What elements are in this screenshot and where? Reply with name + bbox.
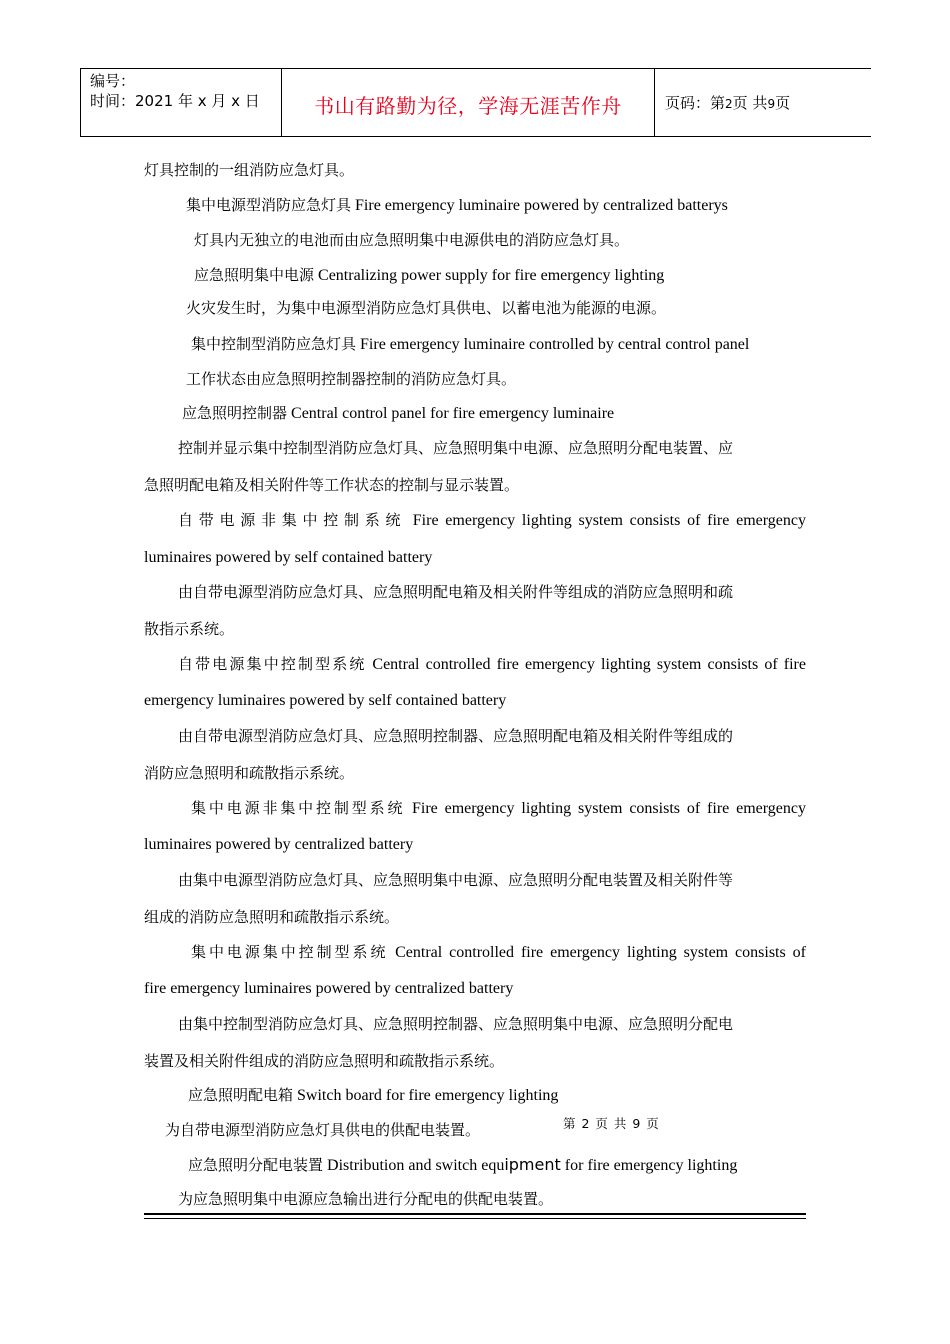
definition-line: 由自带电源型消防应急灯具、应急照明配电箱及相关附件等组成的消防应急照明和疏 [178,583,734,601]
header-motto-cell [282,69,655,136]
term-line: 自带电源集中控制型系统 Central controlled fire emergency lighting system consists of fire [178,655,806,673]
term-line: 集中控制型消防应急灯具 Fire emergency luminaire controlled by central control panel [191,335,750,353]
definition-line: 工作状态由应急照明控制器控制的消防应急灯具。 [186,370,517,388]
definition-line: 由自带电源型消防应急灯具、应急照明控制器、应急照明配电箱及相关附件等组成的 [178,727,734,745]
term-line: 应急照明配电箱 Switch board for fire emergency lighting [188,1086,559,1104]
page-footer-number: 第 2 页 共 9 页 [563,1116,660,1131]
definition-line: 散指示系统。 [144,620,235,638]
term-line: luminaires powered by self contained battery [144,549,433,566]
header-table [80,68,871,137]
term-line: emergency luminaires powered by self contained battery [144,692,507,709]
definition-line: 消防应急照明和疏散指示系统。 [144,764,355,782]
term-line: 应急照明集中电源 Centralizing power supply for fire emergency lighting [194,266,665,284]
term-line: 集中电源型消防应急灯具 Fire emergency luminaire powered by centralized batterys [186,196,728,214]
text-line: 灯具控制的一组消防应急灯具。 [144,161,355,179]
definition-line: 组成的消防应急照明和疏散指示系统。 [144,908,400,926]
bottom-double-rule-bottom [144,1218,806,1219]
page-indicator: 页码：第2页 共9页 [665,94,791,112]
definition-line: 由集中电源型消防应急灯具、应急照明集中电源、应急照明分配电装置及相关附件等 [178,871,734,889]
definition-line: 控制并显示集中控制型消防应急灯具、应急照明集中电源、应急照明分配电装置、应 [178,439,734,457]
document-time-label: 时间：2021 年 x 月 x 日 [90,92,260,110]
term-line: 自带电源非集中控制系统 Fire emergency lighting system consists of fire emergency [178,511,806,529]
motto-text: 书山有路勤为径，学海无涯苦作舟 [314,94,622,118]
definition-line: 装置及相关附件组成的消防应急照明和疏散指示系统。 [144,1052,505,1070]
term-line: luminaires powered by centralized battery [144,836,414,853]
definition-line: 由集中控制型消防应急灯具、应急照明控制器、应急照明集中电源、应急照明分配电 [178,1015,734,1033]
term-line: 集中电源非集中控制型系统 Fire emergency lighting system consists of fire emergency [191,799,807,817]
document-number-label: 编号： [90,72,136,90]
header-page-cell [655,69,871,136]
definition-line: 火灾发生时，为集中电源型消防应急灯具供电、以蓄电池为能源的电源。 [186,299,667,317]
definition-line: 灯具内无独立的电池而由应急照明集中电源供电的消防应急灯具。 [194,231,630,249]
bottom-double-rule-top [144,1213,806,1215]
definition-line: 为自带电源型消防应急灯具供电的供配电装置。 [165,1121,481,1139]
term-line: 集中电源集中控制型系统 Central controlled fire emergency lighting system consists of [191,943,807,961]
definition-line: 急照明配电箱及相关附件等工作状态的控制与显示装置。 [144,476,520,494]
term-line: 应急照明控制器 Central control panel for fire emergency luminaire [182,404,615,422]
header-info-cell [81,69,282,136]
definition-line: 为应急照明集中电源应急输出进行分配电的供配电装置。 [178,1190,554,1208]
term-line: 应急照明分配电装置 Distribution and switch equipment for fire emergency lighting [188,1155,738,1174]
term-line: fire emergency luminaires powered by centralized battery [144,980,514,997]
